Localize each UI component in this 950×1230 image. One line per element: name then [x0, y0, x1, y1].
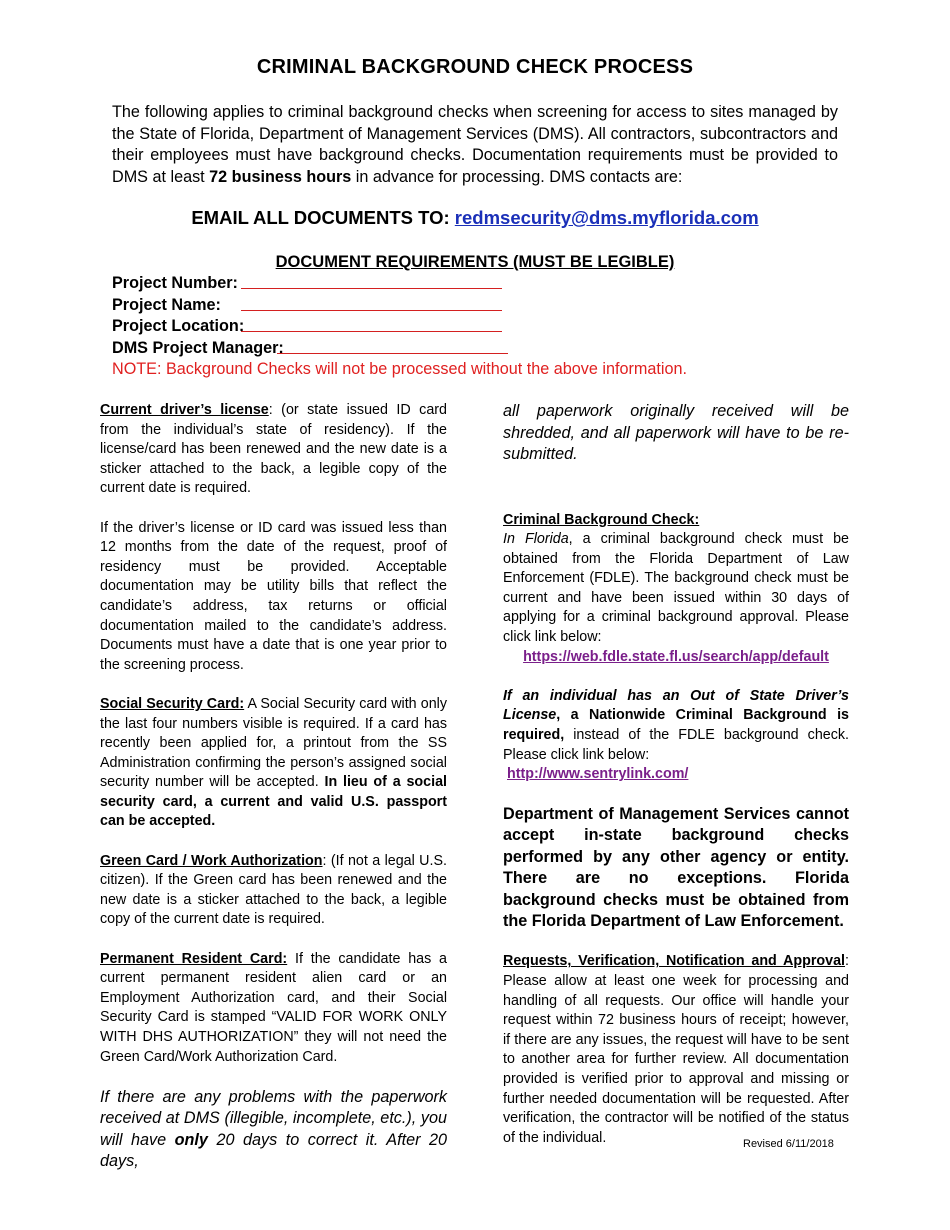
license-text: : (or state issued ID card from the individual’s state of residency). If the license/card has been renewed and the new date is a sticker attached to the back, a legible copy of the current date is required. [100, 402, 447, 497]
fdle-link[interactable]: https://web.fdle.state.fl.us/search/app/default [523, 648, 829, 665]
sentrylink-link[interactable]: http://www.sentrylink.com/ [507, 766, 689, 783]
cbc-section [503, 511, 849, 648]
cbc-text: , a criminal background check must be obtained from the Florida Department of Law Enforcement (FDLE). The background check must be current and have been issued within 30 days of applying for a criminal background approval. Please click link below: [503, 531, 849, 646]
field-label: DMS Project Manager: [112, 338, 284, 357]
problems-text-end: 20 days to correct it. After 20 days, [100, 1130, 448, 1171]
field-label: Project Name: [112, 295, 221, 314]
cbc-heading: Criminal Background Check: [503, 511, 700, 528]
oos-bold: , a Nationwide Criminal Background is required, [503, 707, 849, 744]
field-project-name [112, 295, 687, 317]
ssn-text: A Social Security card with only the last four numbers visible is required. If a card has recently been applied for, a printout from the SS Administration confirming the person’s assigned social security number will be accepted. [100, 695, 447, 791]
permanent-resident-text: If the candidate has a current permanent resident alien card or an Employment Authorization card, and their Social Security Card is stamped “VALID FOR WORK ONLY WITH DHS AUTHORIZATION” they will not need the Green Card/Work Authorization Card. [100, 950, 447, 1065]
green-card-text: : (If not a legal U.S. citizen). If the Green card has been renewed and the new date is a sticker attached to the back, a legible copy of the current date is required. [100, 852, 447, 928]
right-column [503, 401, 849, 1148]
intro-paragraph [112, 102, 838, 188]
residency-paragraph: If the driver’s license or ID card was issued less than 12 months from the date of the request, proof of residency must be provided. Acceptable documentation may be utility bills that reflect the candidate’s address, tax returns or official documentation mailed to the candidate’s address. Documents must have a date that is one year prior to the screening process. [100, 519, 447, 673]
ssn-section [100, 695, 447, 832]
email-link[interactable]: redmsecurity@dms.myflorida.com [454, 207, 759, 228]
fdle-link-row [503, 648, 849, 668]
oos-italic: If an individual has an Out of State Driver’s License [503, 687, 849, 724]
requests-text: : Please allow at least one week for processing and handling of all requests. Our office will handle your request within 72 business hours of receipt; however, if there are any issues, the request will have to be sent to another area for further review. All documentation provided is verified prior to approval and missing or further needed documentation will be requested. After verification, the contractor will be notified of the status of the individual. [503, 953, 849, 1146]
permanent-resident-heading: Permanent Resident Card: [100, 950, 288, 967]
project-location-blank[interactable] [241, 331, 502, 332]
ssn-heading: Social Security Card: [100, 695, 245, 712]
intro-text-end: in advance for processing. DMS contacts are: [351, 167, 683, 186]
ssn-passport-note: In lieu of a social security card, a current and valid U.S. passport can be accepted. [100, 774, 447, 830]
left-column [100, 401, 447, 1173]
requirements-note: NOTE: Background Checks will not be processed without the above information. [112, 360, 687, 378]
out-of-state-section [503, 687, 849, 765]
intro-text: The following applies to criminal background checks when screening for access to sites managed by the State of Florida, Department of Management Services (DMS). All contractors, subcontractors and their employees must have background checks. Documentation requirements must be provided to DMS at least [112, 103, 838, 186]
license-heading: Current driver’s license [100, 402, 269, 418]
email-line [0, 207, 950, 229]
requirements-title: DOCUMENT REQUIREMENTS (MUST BE LEGIBLE) [275, 253, 675, 271]
field-project-number [112, 273, 687, 295]
oos-text: instead of the FDLE background check. Please click link below: [503, 727, 849, 763]
green-card-section [100, 852, 447, 930]
requests-section [503, 952, 849, 1148]
email-label: EMAIL ALL DOCUMENTS TO: [191, 207, 455, 228]
revised-date: Revised 6/11/2018 [743, 1138, 834, 1150]
dms-statement: Department of Management Services cannot accept in-state background checks performed by any other agency or entity. There are no exceptions. Florida background checks must be obtained from the Florida Department of Law Enforcement. [503, 804, 849, 931]
field-project-location [112, 316, 687, 338]
permanent-resident-section [100, 950, 447, 1068]
license-section [100, 401, 447, 499]
field-label: Project Number: [112, 274, 238, 292]
cbc-in-florida: In Florida [503, 531, 569, 548]
sentrylink-row [503, 765, 849, 785]
shredded-paragraph: all paperwork originally received will be shredded, and all paperwork will have to be re-submitted. [503, 402, 849, 463]
project-name-blank[interactable] [241, 310, 502, 311]
field-label: Project Location: [112, 317, 245, 335]
problems-text: If there are any problems with the paperwork received at DMS (illegible, incomplete, etc.), you will have [100, 1087, 447, 1149]
project-number-blank[interactable] [241, 288, 502, 289]
dms-project-manager-blank[interactable] [277, 353, 508, 354]
intro-bold-hours: 72 business hours [209, 167, 352, 186]
field-dms-project-manager [112, 338, 687, 360]
green-card-heading: Green Card / Work Authorization [100, 852, 323, 869]
page-title: CRIMINAL BACKGROUND CHECK PROCESS [256, 56, 694, 78]
problems-paragraph [100, 1087, 447, 1173]
requests-heading: Requests, Verification, Notification and Approval [503, 953, 846, 970]
problems-only: only [174, 1130, 208, 1149]
project-fields [112, 273, 687, 381]
